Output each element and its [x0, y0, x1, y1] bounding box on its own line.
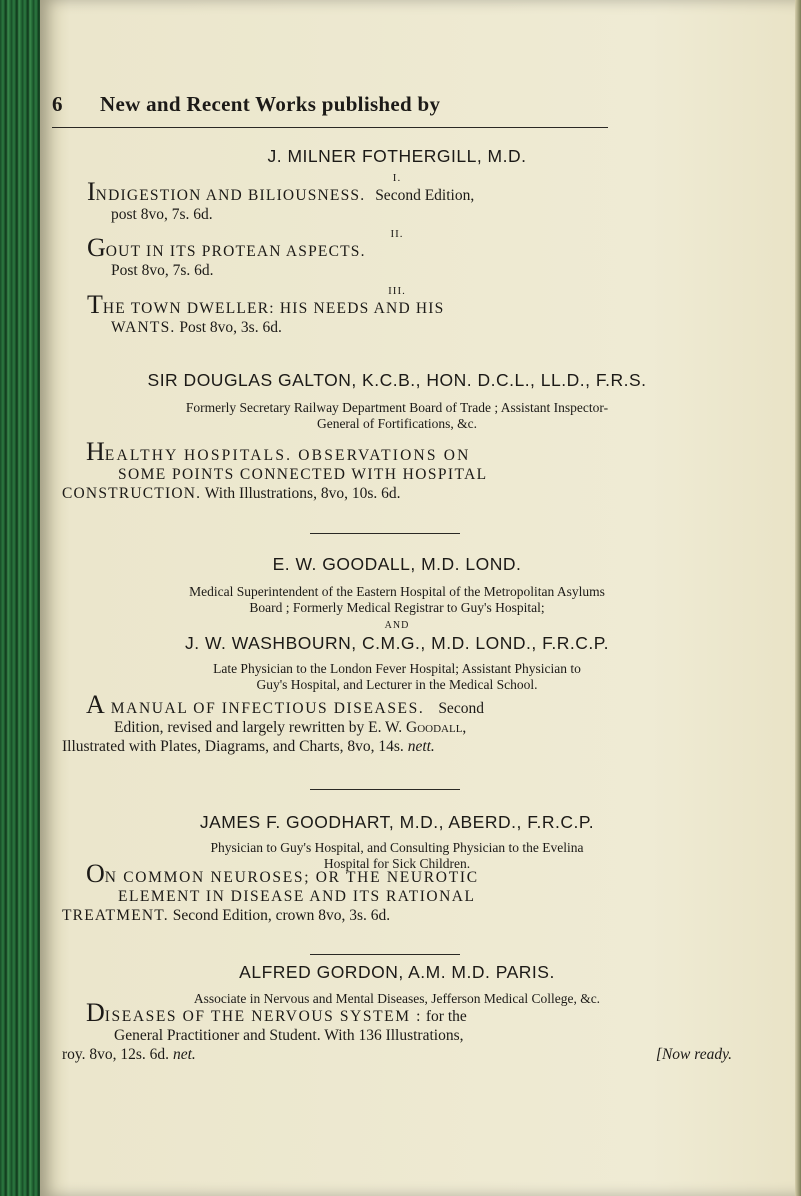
- author-heading: JAMES F. GOODHART, M.D., ABERD., F.R.C.P.: [199, 812, 595, 832]
- and-separator: AND: [384, 620, 410, 631]
- author-heading: E. W. GOODALL, M.D. LOND.: [272, 554, 522, 574]
- drop-cap: I: [87, 177, 96, 206]
- status-note: [Now ready.: [655, 1046, 732, 1063]
- book-binding: [0, 0, 44, 1196]
- page-edge: [795, 0, 801, 1196]
- work-details: Second Edition, crown 8vo, 3s. 6d.: [168, 907, 391, 924]
- section-fothergill: [52, 146, 742, 167]
- section-galton: [52, 370, 742, 432]
- author-description: Formerly Secretary Railway Department Board of Trade ; Assistant Inspector- General of Fortifications, &c.: [185, 400, 609, 431]
- section-goodall: [52, 554, 742, 693]
- work-details: Second Edition,: [375, 187, 475, 204]
- work-entry: DISEASES OF THE NERVOUS SYSTEM : for the General Practitioner and Student. With 136 Illustrations, roy. 8vo, 12s. 6d. net. [Now ready.: [62, 998, 732, 1063]
- author-heading: J. MILNER FOTHERGILL, M.D.: [267, 146, 527, 166]
- work-title: NDIGESTION AND BILIOUSNESS.: [95, 187, 366, 204]
- author-description: Medical Superintendent of the Eastern Hospital of the Metropolitan Asylums Board ; Formerly Medical Registrar to Guy's Hospital;: [189, 584, 605, 615]
- numeral: III.: [388, 285, 406, 297]
- work-details: Post 8vo, 7s. 6d.: [111, 262, 214, 279]
- work-title: N COMMON NEUROSES; OR THE NEUROTIC: [104, 869, 479, 886]
- work-title: EALTHY HOSPITALS. OBSERVATIONS ON: [104, 447, 471, 464]
- work-entry: [87, 177, 742, 224]
- author-description: Physician to Guy's Hospital, and Consulting Physician to the Evelina Hospital for Sick Children.: [210, 840, 584, 871]
- work-title: ISEASES OF THE NERVOUS SYSTEM :: [104, 1008, 422, 1025]
- drop-cap: D: [86, 998, 105, 1027]
- section-divider: [310, 533, 460, 534]
- drop-cap: G: [87, 233, 106, 262]
- header-rule: [52, 127, 608, 128]
- work-title: HE TOWN DWELLER: HIS NEEDS AND HIS: [102, 300, 445, 317]
- drop-cap: A: [86, 690, 105, 719]
- work-details: Post 8vo, 3s. 6d.: [175, 319, 282, 336]
- numeral: I.: [392, 172, 402, 184]
- work-details: post 8vo, 7s. 6d.: [111, 206, 213, 223]
- drop-cap: H: [86, 437, 105, 466]
- page-number: 6: [52, 92, 63, 116]
- running-head-title: New and Recent Works published by: [100, 92, 441, 116]
- work-entry: HEALTHY HOSPITALS. OBSERVATIONS ON SOME POINTS CONNECTED WITH HOSPITAL CONSTRUCTION. With Illustrations, 8vo, 10s. 6d.: [62, 437, 488, 502]
- section-divider: [310, 954, 460, 955]
- author-heading: J. W. WASHBOURN, C.M.G., M.D. LOND., F.R.C.P.: [184, 633, 610, 653]
- section-goodhart: [52, 812, 742, 872]
- numeral: II.: [390, 228, 404, 240]
- work-title: MANUAL OF INFECTIOUS DISEASES.: [110, 700, 425, 717]
- work-title: OUT IN ITS PROTEAN ASPECTS.: [105, 243, 366, 260]
- section-divider: [310, 789, 460, 790]
- author-heading: ALFRED GORDON, A.M. M.D. PARIS.: [239, 962, 555, 982]
- drop-cap: T: [87, 290, 103, 319]
- drop-cap: O: [86, 859, 105, 888]
- author-description: Associate in Nervous and Mental Diseases, Jefferson Medical College, &c.: [193, 991, 601, 1006]
- author-description: Late Physician to the London Fever Hospital; Assistant Physician to Guy's Hospital, and Lecturer in the Medical School.: [213, 661, 581, 692]
- author-heading: SIR DOUGLAS GALTON, K.C.B., HON. D.C.L., LL.D., F.R.S.: [147, 370, 647, 390]
- section-gordon: [52, 962, 742, 1007]
- work-entry: AMANUAL OF INFECTIOUS DISEASES. Second Edition, revised and largely rewritten by E. W. Goodall, Illustrated with Plates, Diagrams, and Charts, 8vo, 14s. nett.: [62, 690, 484, 755]
- work-title: WANTS.: [111, 319, 176, 336]
- work-details: With Illustrations, 8vo, 10s. 6d.: [201, 485, 401, 502]
- work-entry: ON COMMON NEUROSES; OR THE NEUROTIC ELEMENT IN DISEASE AND ITS RATIONAL TREATMENT. Second Edition, crown 8vo, 3s. 6d.: [62, 859, 479, 924]
